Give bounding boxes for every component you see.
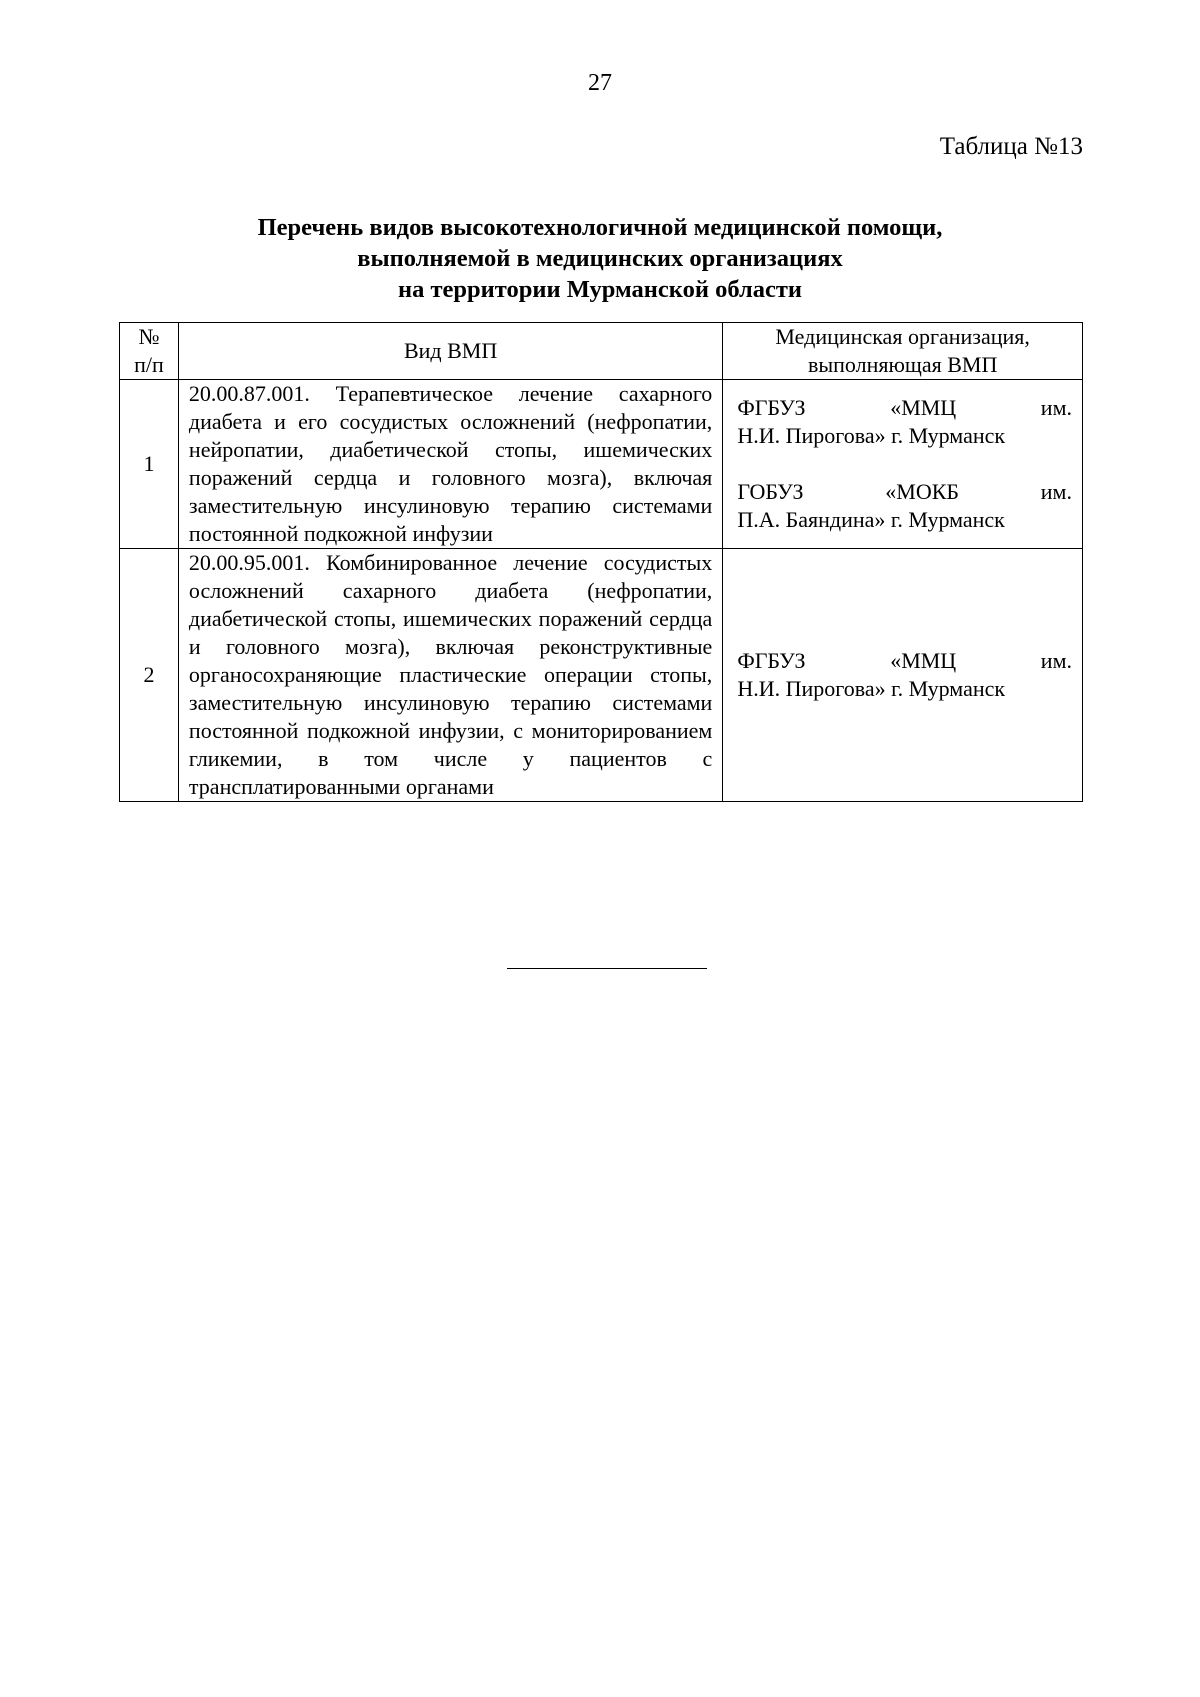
org-type: ФГБУЗ bbox=[737, 395, 806, 420]
org-abbr: «ММЦ bbox=[890, 395, 957, 420]
title-line-3: на территории Мурманской области bbox=[398, 276, 802, 303]
org-entry bbox=[737, 478, 1072, 534]
header-num bbox=[120, 323, 179, 380]
title-line-2: выполняемой в медицинских организациях bbox=[357, 245, 843, 272]
header-num-line2: п/п bbox=[134, 352, 164, 377]
org-abbr: «МОКБ bbox=[885, 479, 960, 504]
org-name: П.А. Баяндина» г. Мурманск bbox=[737, 507, 1005, 532]
header-org-line1: Медицинская организация, bbox=[775, 324, 1030, 349]
header-kind: Вид ВМП bbox=[178, 323, 722, 380]
table-row bbox=[120, 380, 1083, 549]
header-org-line2: выполняющая ВМП bbox=[807, 352, 998, 377]
org-entry bbox=[737, 647, 1072, 703]
page-number: 27 bbox=[588, 70, 612, 96]
header-num-line1: № bbox=[138, 324, 160, 349]
row-kind-text: 20.00.87.001. Терапевтическое лечение сахарного диабета и его сосудистых осложнений (нефропатии, нейропатии, диабетической стопы, ишемических поражений сердца и головного мозга), включая заместительную инсулиновую терапию системами постоянной подкожной инфузии bbox=[188, 381, 713, 546]
org-name: Н.И. Пирогова» г. Мурманск bbox=[737, 676, 1006, 701]
row-number: 2 bbox=[120, 549, 179, 802]
row-org bbox=[723, 549, 1083, 802]
row-kind-text: 20.00.95.001. Комбинированное лечение сосудистых осложнений сахарного диабета (нефропатии, диабетической стопы, ишемических поражений сердца и головного мозга), включая реконструктивные органосохраняющие пластические операции стопы, заместительную инсулиновую терапию системами постоянной подкожной инфузии, с мониторированием гликемии, в том числе у пациентов с трансплатированными органами bbox=[188, 550, 713, 799]
table-header-row bbox=[120, 323, 1083, 380]
org-abbr: «ММЦ bbox=[890, 648, 957, 673]
org-im: им. bbox=[1040, 648, 1072, 673]
row-kind bbox=[178, 380, 722, 549]
title-line-1: Перечень видов высокотехнологичной медицинской помощи, bbox=[257, 214, 943, 241]
document-title bbox=[0, 212, 1200, 305]
row-kind bbox=[178, 549, 722, 802]
vmp-table bbox=[119, 322, 1083, 802]
row-number: 1 bbox=[120, 380, 179, 549]
org-type: ФГБУЗ bbox=[737, 648, 806, 673]
end-divider bbox=[507, 968, 707, 969]
org-im: им. bbox=[1040, 479, 1072, 504]
org-entry bbox=[737, 394, 1072, 450]
org-im: им. bbox=[1040, 395, 1072, 420]
org-name: Н.И. Пирогова» г. Мурманск bbox=[737, 423, 1006, 448]
header-org bbox=[723, 323, 1083, 380]
table-label: Таблица №13 bbox=[939, 133, 1083, 160]
org-type: ГОБУЗ bbox=[737, 479, 804, 504]
table-row bbox=[120, 549, 1083, 802]
row-org bbox=[723, 380, 1083, 549]
